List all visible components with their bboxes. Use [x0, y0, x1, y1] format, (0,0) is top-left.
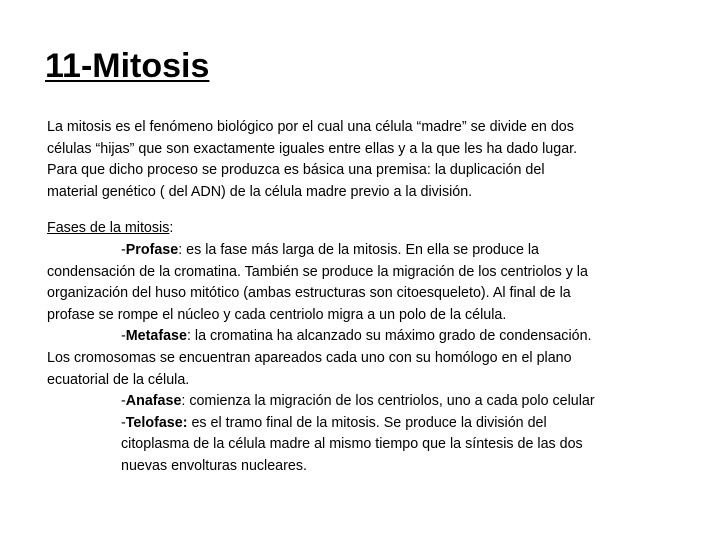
slide-title: 11-Mitosis — [45, 47, 210, 85]
metafase-line — [47, 326, 707, 348]
profase-line: condensación de la cromatina. También se produce la migración de los centriolos y la — [47, 263, 588, 280]
telofase-text: es el tramo final de la mitosis. Se produce la división del — [187, 414, 547, 431]
profase-text: : es la fase más larga de la mitosis. En ella se produce la — [178, 241, 539, 258]
paragraph-gap — [47, 203, 707, 218]
phases-heading-line — [47, 218, 707, 240]
anafase-text: : comienza la migración de los centriolos, uno a cada polo celular — [181, 393, 595, 410]
phases-heading: Fases de la mitosis — [47, 220, 170, 237]
anafase-name: Anafase — [125, 393, 182, 410]
intro-line: La mitosis es el fenómeno biológico por el cual una célula “madre” se divide en dos — [47, 119, 574, 135]
profase-line — [47, 240, 707, 262]
metafase-name: Metafase — [125, 328, 187, 345]
phases-heading-colon: : — [169, 220, 174, 237]
telofase-line: nuevas envolturas nucleares. — [121, 457, 307, 474]
metafase-prefix: - — [121, 328, 126, 345]
metafase-line: Los cromosomas se encuentran apareados cada uno con su homólogo en el plano — [47, 349, 572, 366]
telofase-line: citoplasma de la célula madre al mismo tiempo que la síntesis de las dos — [121, 436, 583, 453]
slide-body — [47, 117, 707, 478]
telofase-prefix: - — [121, 414, 126, 431]
intro-line: material genético ( del ADN) de la célula madre previo a la división. — [47, 183, 473, 200]
profase-name: Profase — [125, 241, 179, 258]
telofase-name: Telofase: — [125, 414, 188, 431]
profase-prefix: - — [121, 241, 126, 258]
profase-line: organización del huso mitótico (ambas estructuras son citoesqueleto). Al final de la — [47, 285, 571, 302]
anafase-prefix: - — [121, 393, 126, 410]
metafase-text: : la cromatina ha alcanzado su máximo grado de condensación. — [186, 328, 592, 345]
intro-line: Para que dicho proceso se produzca es básica una premisa: la duplicación del — [47, 162, 545, 179]
profase-line: profase se rompe el núcleo y cada centriolo migra a un polo de la célula. — [47, 306, 507, 323]
metafase-line: ecuatorial de la célula. — [47, 371, 190, 388]
anafase-line — [47, 391, 707, 413]
intro-line: células “hijas” que son exactamente iguales entre ellas y a la que les ha dado lugar. — [47, 140, 578, 157]
telofase-line — [47, 413, 707, 435]
